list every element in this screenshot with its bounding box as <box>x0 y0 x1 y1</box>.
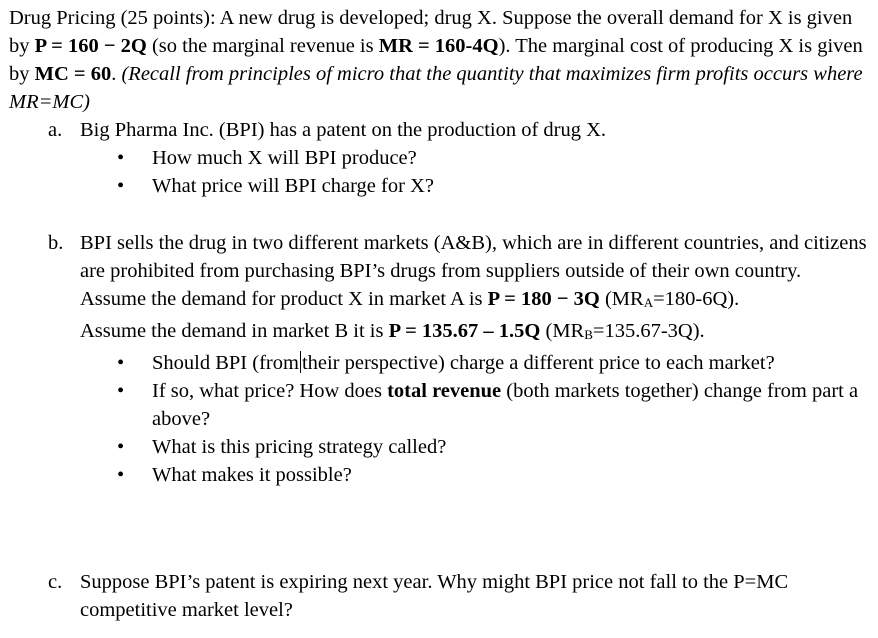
list-item <box>80 349 874 377</box>
mr-equation: MR = 160-4Q <box>378 35 499 57</box>
part-a <box>48 116 874 200</box>
part-c-text: Suppose BPI’s patent is expiring next year. Why might BPI price not fall to the P=MC competitive market level? <box>80 571 789 621</box>
part-b-marker: b. <box>48 232 64 254</box>
bullet-icon: • <box>117 436 125 458</box>
part-a-bullets <box>80 144 874 200</box>
part-b-bullet-4: What makes it possible? <box>152 464 352 486</box>
market-a-demand-lead: Assume the demand for product X in market A is <box>80 288 488 310</box>
mc-equation: MC = 60 <box>34 63 112 85</box>
list-item <box>80 461 874 489</box>
intro-text-2: (so the marginal revenue is <box>146 35 379 57</box>
market-a-mr-open: (MR <box>599 288 644 310</box>
part-a-bullet-2: What price will BPI charge for X? <box>152 175 434 197</box>
part-b-text: BPI sells the drug in two different markets (A&B), which are in different countries, and citizens are prohibited from purchasing BPI’s drugs from suppliers outside of their own country. <box>80 232 867 282</box>
market-b-subscript: B <box>584 327 593 342</box>
bullet-icon: • <box>117 352 125 374</box>
market-a-demand <box>80 285 874 317</box>
list-item <box>80 144 874 172</box>
bullet-icon: • <box>117 175 125 197</box>
part-a-text: Big Pharma Inc. (BPI) has a patent on the production of drug X. <box>80 119 607 141</box>
list-item <box>80 172 874 200</box>
part-b-bullet-1-lead: Should BPI (from <box>152 352 299 374</box>
part-b <box>48 229 874 489</box>
part-c <box>48 568 874 624</box>
part-b-bullet-1-rest: their perspective) charge a different price to each market? <box>301 352 775 374</box>
intro-text-4: . <box>111 63 122 85</box>
recall-note: (Recall from principles of micro that the quantity that maximizes firm profits occurs where MR=MC) <box>9 63 863 113</box>
bullet-icon: • <box>117 147 125 169</box>
text-cursor <box>300 351 301 373</box>
market-b-equation: P = 135.67 – 1.5Q <box>388 320 541 342</box>
part-a-bullet-1: How much X will BPI produce? <box>152 147 417 169</box>
bullet-icon: • <box>117 464 125 486</box>
market-b-mr-open: (MR <box>540 320 585 342</box>
market-a-equation: P = 180 − 3Q <box>487 288 600 310</box>
part-b-bullet-3: What is this pricing strategy called? <box>152 436 447 458</box>
total-revenue-term: total revenue <box>387 380 502 402</box>
part-b-bullets <box>80 349 874 489</box>
market-a-subscript: A <box>643 295 654 310</box>
part-a-marker: a. <box>48 119 63 141</box>
market-a-mr-rest: =180-6Q). <box>653 288 740 310</box>
market-b-demand-lead: Assume the demand in market B it is <box>80 320 389 342</box>
intro-text-3: ). The marginal cost of producing X is given by <box>9 35 863 85</box>
list-item <box>80 377 874 433</box>
part-c-marker: c. <box>48 571 63 593</box>
demand-equation: P = 160 − 2Q <box>34 35 147 57</box>
part-b-bullet-2-rest: (both markets together) change from part a above? <box>152 380 859 430</box>
list-item <box>80 433 874 461</box>
intro-text-1: Drug Pricing (25 points): A new drug is developed; drug X. Suppose the overall demand for X is given by <box>9 7 853 57</box>
question-intro <box>9 4 874 116</box>
bullet-icon: • <box>117 380 125 402</box>
part-b-bullet-2-lead: If so, what price? How does <box>152 380 388 402</box>
market-b-mr-rest: =135.67-3Q). <box>592 320 705 342</box>
market-b-demand <box>80 317 874 349</box>
